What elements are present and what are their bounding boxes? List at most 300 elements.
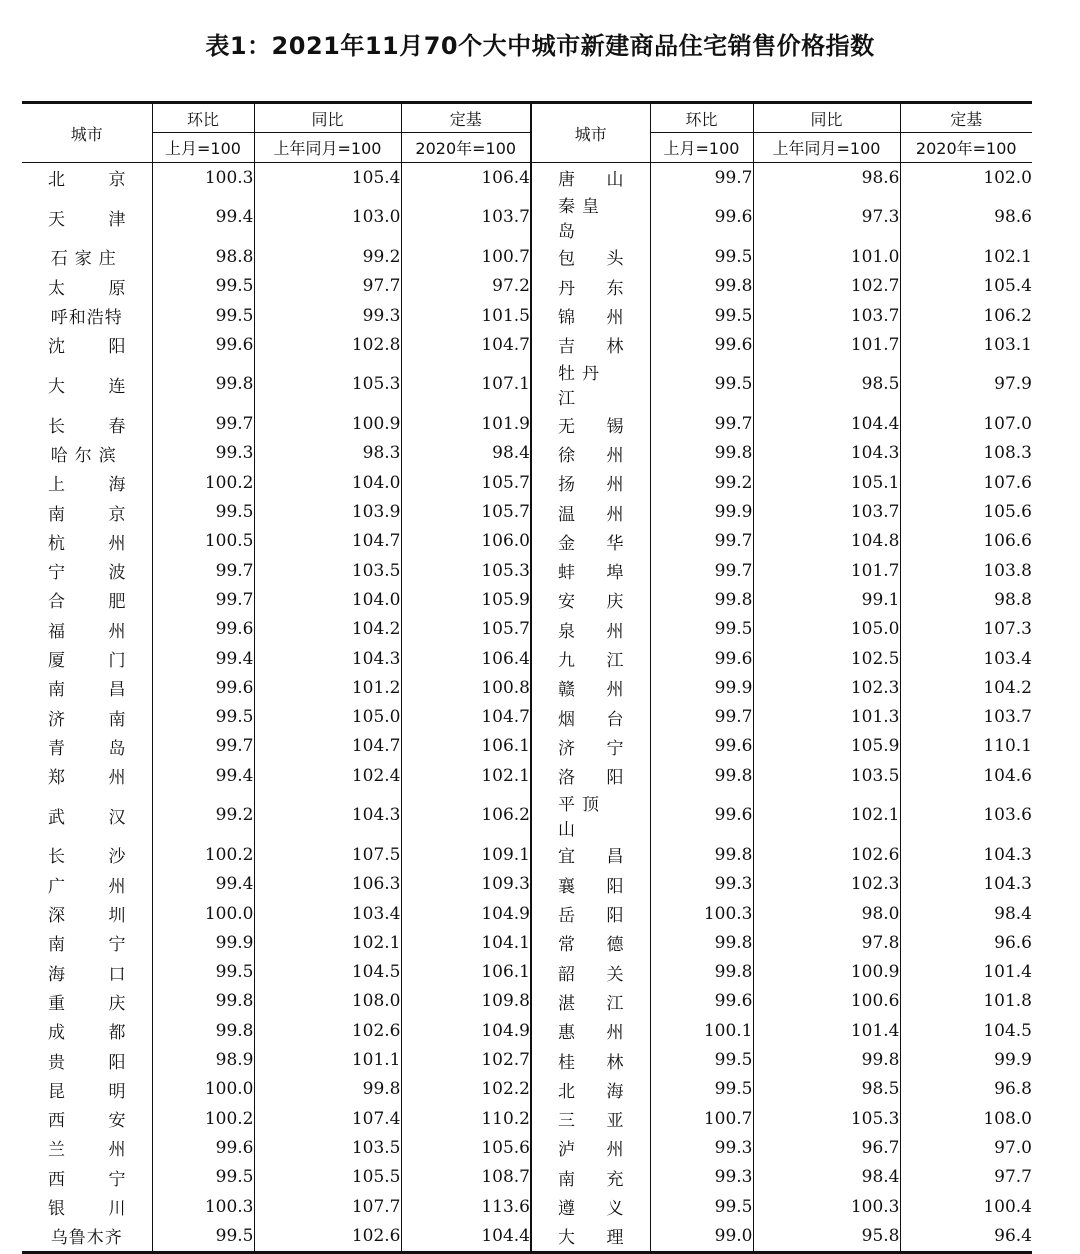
city-cell: [22, 1045, 152, 1074]
yoy-value: 105.0: [753, 615, 900, 644]
city-name-char: 昆: [48, 1081, 65, 1102]
fixed-value: 106.6: [900, 527, 1032, 556]
city-name-char: 西: [48, 1169, 65, 1190]
city-name-char: 南: [108, 709, 126, 730]
city-name: 秦皇岛: [558, 197, 606, 243]
city-name: 牡丹江: [558, 364, 606, 410]
yoy-value: 100.3: [753, 1192, 900, 1221]
yoy-value: 100.6: [753, 987, 900, 1016]
city-name-char: 烟: [558, 709, 575, 730]
city-name-char: 长: [48, 847, 65, 868]
city-name: [22, 1165, 152, 1190]
fixed-value: 97.7: [900, 1163, 1032, 1192]
city-name: [22, 412, 152, 437]
yoy-value: 104.8: [753, 527, 900, 556]
city-cell: [531, 987, 650, 1016]
table-row: [22, 673, 1032, 702]
city-name-char: 原: [108, 278, 126, 299]
city-name-char: 安: [558, 592, 575, 613]
city-name-char: 泸: [558, 1140, 575, 1161]
city-name-char: 沙: [108, 847, 126, 868]
fixed-value: 106.4: [401, 163, 531, 193]
yoy-value: 104.5: [254, 958, 401, 987]
city-cell: [531, 497, 650, 526]
city-name-char: 昌: [108, 680, 126, 701]
city-name-char: 大: [48, 376, 65, 397]
city-name: [22, 529, 152, 554]
city-cell: [531, 702, 650, 731]
city-cell: [531, 615, 650, 644]
city-name: [22, 558, 152, 583]
mom-value: 99.5: [650, 615, 753, 644]
city-name-char: 宁: [108, 1169, 126, 1190]
city-name-char: 兰: [48, 1140, 65, 1161]
city-name-char: 广: [48, 876, 65, 897]
fixed-value: 104.3: [900, 840, 1032, 869]
mom-value: 99.2: [152, 790, 254, 840]
yoy-value: 104.3: [254, 790, 401, 840]
city-name: [532, 675, 650, 700]
city-name-char: 阳: [108, 1052, 126, 1073]
city-name-char: 华: [606, 533, 624, 554]
yoy-value: 99.8: [753, 1045, 900, 1074]
fixed-value: 103.1: [900, 330, 1032, 359]
city-name-char: 岛: [108, 738, 126, 759]
fixed-value: 102.1: [401, 761, 531, 790]
table-row: [22, 615, 1032, 644]
city-name-char: 州: [606, 621, 624, 642]
yoy-value: 104.0: [254, 585, 401, 614]
city-name-char: 州: [606, 1140, 624, 1161]
city-name-char: 天: [48, 209, 65, 230]
yoy-value: 99.2: [254, 242, 401, 271]
city-name-char: 海: [48, 964, 65, 985]
city-name-char: 沈: [48, 337, 65, 358]
fixed-value: 103.7: [401, 192, 531, 242]
yoy-value: 96.7: [753, 1133, 900, 1162]
city-name-char: 南: [48, 935, 65, 956]
mom-value: 99.5: [152, 272, 254, 301]
city-name: [22, 930, 152, 955]
city-cell: [531, 928, 650, 957]
fixed-value: 101.9: [401, 409, 531, 438]
mom-value: 99.8: [152, 987, 254, 1016]
city-name-char: 南: [48, 680, 65, 701]
city-name: [532, 705, 650, 730]
city-cell: [22, 702, 152, 731]
city-cell: [22, 1104, 152, 1133]
yoy-value: 102.6: [254, 1016, 401, 1045]
yoy-value: 101.7: [753, 330, 900, 359]
yoy-value: 99.1: [753, 585, 900, 614]
table-row: [22, 1163, 1032, 1192]
city-cell: [531, 409, 650, 438]
city-cell: [531, 192, 650, 242]
fixed-value: 109.3: [401, 870, 531, 899]
fixed-value: 101.4: [900, 958, 1032, 987]
city-name-char: 州: [108, 876, 126, 897]
fixed-value: 104.1: [401, 928, 531, 957]
city-name-char: 头: [606, 249, 624, 270]
fixed-value: 105.7: [401, 468, 531, 497]
city-name: [22, 470, 152, 495]
yoy-value: 99.8: [254, 1075, 401, 1104]
city-cell: [531, 330, 650, 359]
mom-value: 99.8: [650, 761, 753, 790]
yoy-value: 102.6: [254, 1221, 401, 1252]
yoy-value: 104.7: [254, 527, 401, 556]
mom-value: 99.6: [152, 1133, 254, 1162]
city-name-char: 林: [606, 1052, 624, 1073]
mom-value: 99.8: [650, 958, 753, 987]
city-name-char: 桂: [558, 1052, 575, 1073]
table-row: [22, 987, 1032, 1016]
city-name: [532, 274, 650, 299]
fixed-value: 108.3: [900, 439, 1032, 468]
yoy-value: 103.5: [254, 1133, 401, 1162]
yoy-value: 103.5: [753, 761, 900, 790]
fixed-value: 105.6: [401, 1133, 531, 1162]
city-name-char: 理: [606, 1228, 624, 1249]
fixed-value: 98.4: [900, 899, 1032, 928]
fixed-value: 103.7: [900, 702, 1032, 731]
city-name-char: 充: [606, 1169, 624, 1190]
mom-value: 99.7: [650, 409, 753, 438]
yoy-value: 97.7: [254, 272, 401, 301]
city-name-char: 宜: [558, 847, 575, 868]
city-name-char: 丹: [558, 278, 575, 299]
city-name-char: 贵: [48, 1052, 65, 1073]
city-name: [532, 470, 650, 495]
mom-value: 99.7: [650, 163, 753, 193]
table-row: [22, 958, 1032, 987]
yoy-value: 98.5: [753, 1075, 900, 1104]
city-name-char: 蚌: [558, 563, 575, 584]
fixed-value: 109.8: [401, 987, 531, 1016]
mom-value: 100.0: [152, 899, 254, 928]
city-name-char: 阳: [606, 876, 624, 897]
mom-value: 99.9: [650, 673, 753, 702]
yoy-value: 101.3: [753, 702, 900, 731]
city-name-char: 阳: [606, 906, 624, 927]
table-row: [22, 761, 1032, 790]
mom-value: 99.7: [650, 556, 753, 585]
city-name: [532, 165, 650, 190]
fixed-value: 104.7: [401, 702, 531, 731]
yoy-value: 103.9: [254, 497, 401, 526]
city-cell: [22, 1192, 152, 1221]
mom-value: 99.6: [152, 673, 254, 702]
city-cell: [22, 732, 152, 761]
city-cell: [22, 870, 152, 899]
city-name-char: 金: [558, 533, 575, 554]
city-cell: [22, 468, 152, 497]
city-cell: [22, 673, 152, 702]
city-name: [22, 1106, 152, 1131]
yoy-value: 101.2: [254, 673, 401, 702]
yoy-value: 102.7: [753, 272, 900, 301]
city-cell: [531, 163, 650, 193]
city-cell: [22, 556, 152, 585]
city-name-char: 南: [48, 504, 65, 525]
mom-value: 99.5: [650, 1075, 753, 1104]
city-cell: [22, 409, 152, 438]
fixed-value: 106.2: [401, 790, 531, 840]
city-name-char: 成: [48, 1023, 65, 1044]
fixed-value: 102.2: [401, 1075, 531, 1104]
table-row: [22, 242, 1032, 271]
header-fixed-base-right: 2020年=100: [900, 133, 1032, 163]
city-name: [22, 332, 152, 357]
fixed-value: 105.7: [401, 615, 531, 644]
city-cell: [531, 527, 650, 556]
city-name: [532, 1048, 650, 1073]
city-name: [532, 529, 650, 554]
yoy-value: 103.4: [254, 899, 401, 928]
mom-value: 99.7: [650, 527, 753, 556]
city-name: [532, 558, 650, 583]
city-name: [532, 244, 650, 269]
price-index-table: [22, 101, 1032, 1254]
mom-value: 99.5: [650, 1192, 753, 1221]
city-cell: [22, 644, 152, 673]
city-cell: [22, 761, 152, 790]
fixed-value: 106.1: [401, 958, 531, 987]
city-name-char: 岳: [558, 906, 575, 927]
city-name-char: 海: [606, 1081, 624, 1102]
fixed-value: 106.0: [401, 527, 531, 556]
fixed-value: 106.4: [401, 644, 531, 673]
fixed-value: 103.6: [900, 790, 1032, 840]
fixed-value: 101.8: [900, 987, 1032, 1016]
city-name-char: 赣: [558, 680, 575, 701]
city-name: 平顶山: [558, 795, 606, 841]
city-name-char: 山: [606, 170, 624, 191]
mom-value: 100.5: [152, 527, 254, 556]
city-cell: [22, 840, 152, 869]
city-name-char: 襄: [558, 876, 575, 897]
yoy-value: 104.4: [753, 409, 900, 438]
city-name: [22, 763, 152, 788]
city-name-char: 银: [48, 1199, 65, 1220]
city-cell: [22, 1075, 152, 1104]
city-name: [532, 960, 650, 985]
city-name-char: 州: [606, 445, 624, 466]
mom-value: 99.5: [152, 497, 254, 526]
mom-value: 99.4: [152, 644, 254, 673]
city-name-char: 宁: [108, 935, 126, 956]
table-row: [22, 1045, 1032, 1074]
mom-value: 99.6: [650, 987, 753, 1016]
mom-value: 99.9: [650, 497, 753, 526]
city-name-char: 惠: [558, 1023, 575, 1044]
yoy-value: 102.1: [753, 790, 900, 840]
mom-value: 99.5: [650, 242, 753, 271]
city-name: [532, 901, 650, 926]
fixed-value: 104.9: [401, 899, 531, 928]
city-name-char: 北: [558, 1081, 575, 1102]
city-name: [532, 872, 650, 897]
fixed-value: 104.3: [900, 870, 1032, 899]
city-name-char: 阳: [606, 768, 624, 789]
fixed-value: 98.8: [900, 585, 1032, 614]
city-cell: [531, 840, 650, 869]
city-name-char: 北: [48, 170, 65, 191]
city-cell: [22, 1163, 152, 1192]
city-name-char: 州: [606, 308, 624, 329]
city-name-char: 深: [48, 906, 65, 927]
mom-value: 100.0: [152, 1075, 254, 1104]
city-name-char: 温: [558, 504, 575, 525]
mom-value: 100.2: [152, 840, 254, 869]
city-cell: [531, 468, 650, 497]
table-row: [22, 409, 1032, 438]
city-cell: [22, 330, 152, 359]
table-row: [22, 1221, 1032, 1252]
city-name: 呼和浩特: [50, 308, 123, 329]
city-name: [532, 734, 650, 759]
city-name-char: 遵: [558, 1199, 575, 1220]
city-cell: [531, 1163, 650, 1192]
fixed-value: 102.0: [900, 163, 1032, 193]
city-cell: [22, 439, 152, 468]
yoy-value: 104.0: [254, 468, 401, 497]
city-name: [22, 960, 152, 985]
city-name-char: 都: [108, 1023, 126, 1044]
yoy-value: 102.8: [254, 330, 401, 359]
city-name: [22, 1077, 152, 1102]
fixed-value: 104.9: [401, 1016, 531, 1045]
city-name: [22, 617, 152, 642]
city-name-char: 昌: [606, 847, 624, 868]
table-row: [22, 1075, 1032, 1104]
city-name-char: 京: [108, 170, 126, 191]
header-mom-right: 环比: [650, 103, 753, 133]
city-cell: [531, 301, 650, 330]
city-name-char: 济: [558, 738, 575, 759]
city-name-char: 洛: [558, 768, 575, 789]
city-cell: [22, 192, 152, 242]
yoy-value: 97.3: [753, 192, 900, 242]
city-name-char: 州: [108, 1140, 126, 1161]
city-name: [22, 901, 152, 926]
mom-value: 99.5: [152, 958, 254, 987]
city-name-char: 波: [108, 563, 126, 584]
city-cell: [22, 987, 152, 1016]
city-name-char: 青: [48, 738, 65, 759]
city-name: [532, 1194, 650, 1219]
city-name-char: 韶: [558, 964, 575, 985]
mom-value: 99.3: [650, 870, 753, 899]
fixed-value: 108.0: [900, 1104, 1032, 1133]
city-name-char: 连: [108, 376, 126, 397]
mom-value: 99.6: [152, 330, 254, 359]
city-name-char: 州: [606, 1023, 624, 1044]
fixed-value: 105.3: [401, 556, 531, 585]
mom-value: 99.5: [650, 301, 753, 330]
city-name-char: 德: [606, 935, 624, 956]
mom-value: 100.3: [152, 163, 254, 193]
mom-value: 99.8: [650, 928, 753, 957]
city-name: 哈尔滨: [50, 445, 123, 466]
mom-value: 99.5: [152, 301, 254, 330]
city-name-char: 吉: [558, 337, 575, 358]
city-cell: [22, 1016, 152, 1045]
yoy-value: 103.7: [753, 301, 900, 330]
city-name-char: 安: [108, 1111, 126, 1132]
yoy-value: 105.4: [254, 163, 401, 193]
fixed-value: 110.2: [401, 1104, 531, 1133]
fixed-value: 100.7: [401, 242, 531, 271]
city-name-char: 锡: [606, 416, 624, 437]
city-cell: [531, 1192, 650, 1221]
city-cell: [22, 790, 152, 840]
yoy-value: 102.3: [753, 870, 900, 899]
mom-value: 99.8: [650, 840, 753, 869]
fixed-value: 104.7: [401, 330, 531, 359]
city-cell: [531, 556, 650, 585]
city-name-char: 合: [48, 592, 65, 613]
header-mom-base-left: 上月=100: [152, 133, 254, 163]
city-cell: [531, 439, 650, 468]
city-name: [22, 372, 152, 397]
city-name: [22, 165, 152, 190]
yoy-value: 105.3: [254, 359, 401, 409]
city-cell: [22, 615, 152, 644]
city-cell: [22, 497, 152, 526]
table-row: [22, 790, 1032, 840]
header-mom-left: 环比: [152, 103, 254, 133]
yoy-value: 102.3: [753, 673, 900, 702]
city-name: [532, 587, 650, 612]
city-name: [22, 500, 152, 525]
city-name: [22, 1048, 152, 1073]
city-name-char: 郑: [48, 768, 65, 789]
fixed-value: 98.6: [900, 192, 1032, 242]
fixed-value: 105.7: [401, 497, 531, 526]
mom-value: 100.7: [650, 1104, 753, 1133]
table-row: [22, 556, 1032, 585]
fixed-value: 96.4: [900, 1221, 1032, 1252]
yoy-value: 104.2: [254, 615, 401, 644]
fixed-value: 104.5: [900, 1016, 1032, 1045]
city-name-char: 泉: [558, 621, 575, 642]
fixed-value: 106.2: [900, 301, 1032, 330]
city-name-char: 大: [558, 1228, 575, 1249]
yoy-value: 101.7: [753, 556, 900, 585]
yoy-value: 102.1: [254, 928, 401, 957]
yoy-value: 97.8: [753, 928, 900, 957]
city-name: [22, 872, 152, 897]
city-cell: [22, 928, 152, 957]
city-name: [532, 989, 650, 1014]
city-cell: [531, 1075, 650, 1104]
city-name-char: 州: [606, 504, 624, 525]
city-name: [532, 303, 650, 328]
city-cell: [531, 1016, 650, 1045]
mom-value: 99.0: [650, 1221, 753, 1252]
fixed-value: 97.2: [401, 272, 531, 301]
fixed-value: 97.9: [900, 359, 1032, 409]
mom-value: 99.8: [152, 359, 254, 409]
city-name-char: 肥: [108, 592, 126, 613]
yoy-value: 106.3: [254, 870, 401, 899]
city-name: [532, 1106, 650, 1131]
mom-value: 100.2: [152, 468, 254, 497]
yoy-value: 108.0: [254, 987, 401, 1016]
city-cell: [531, 761, 650, 790]
city-cell: [531, 1104, 650, 1133]
